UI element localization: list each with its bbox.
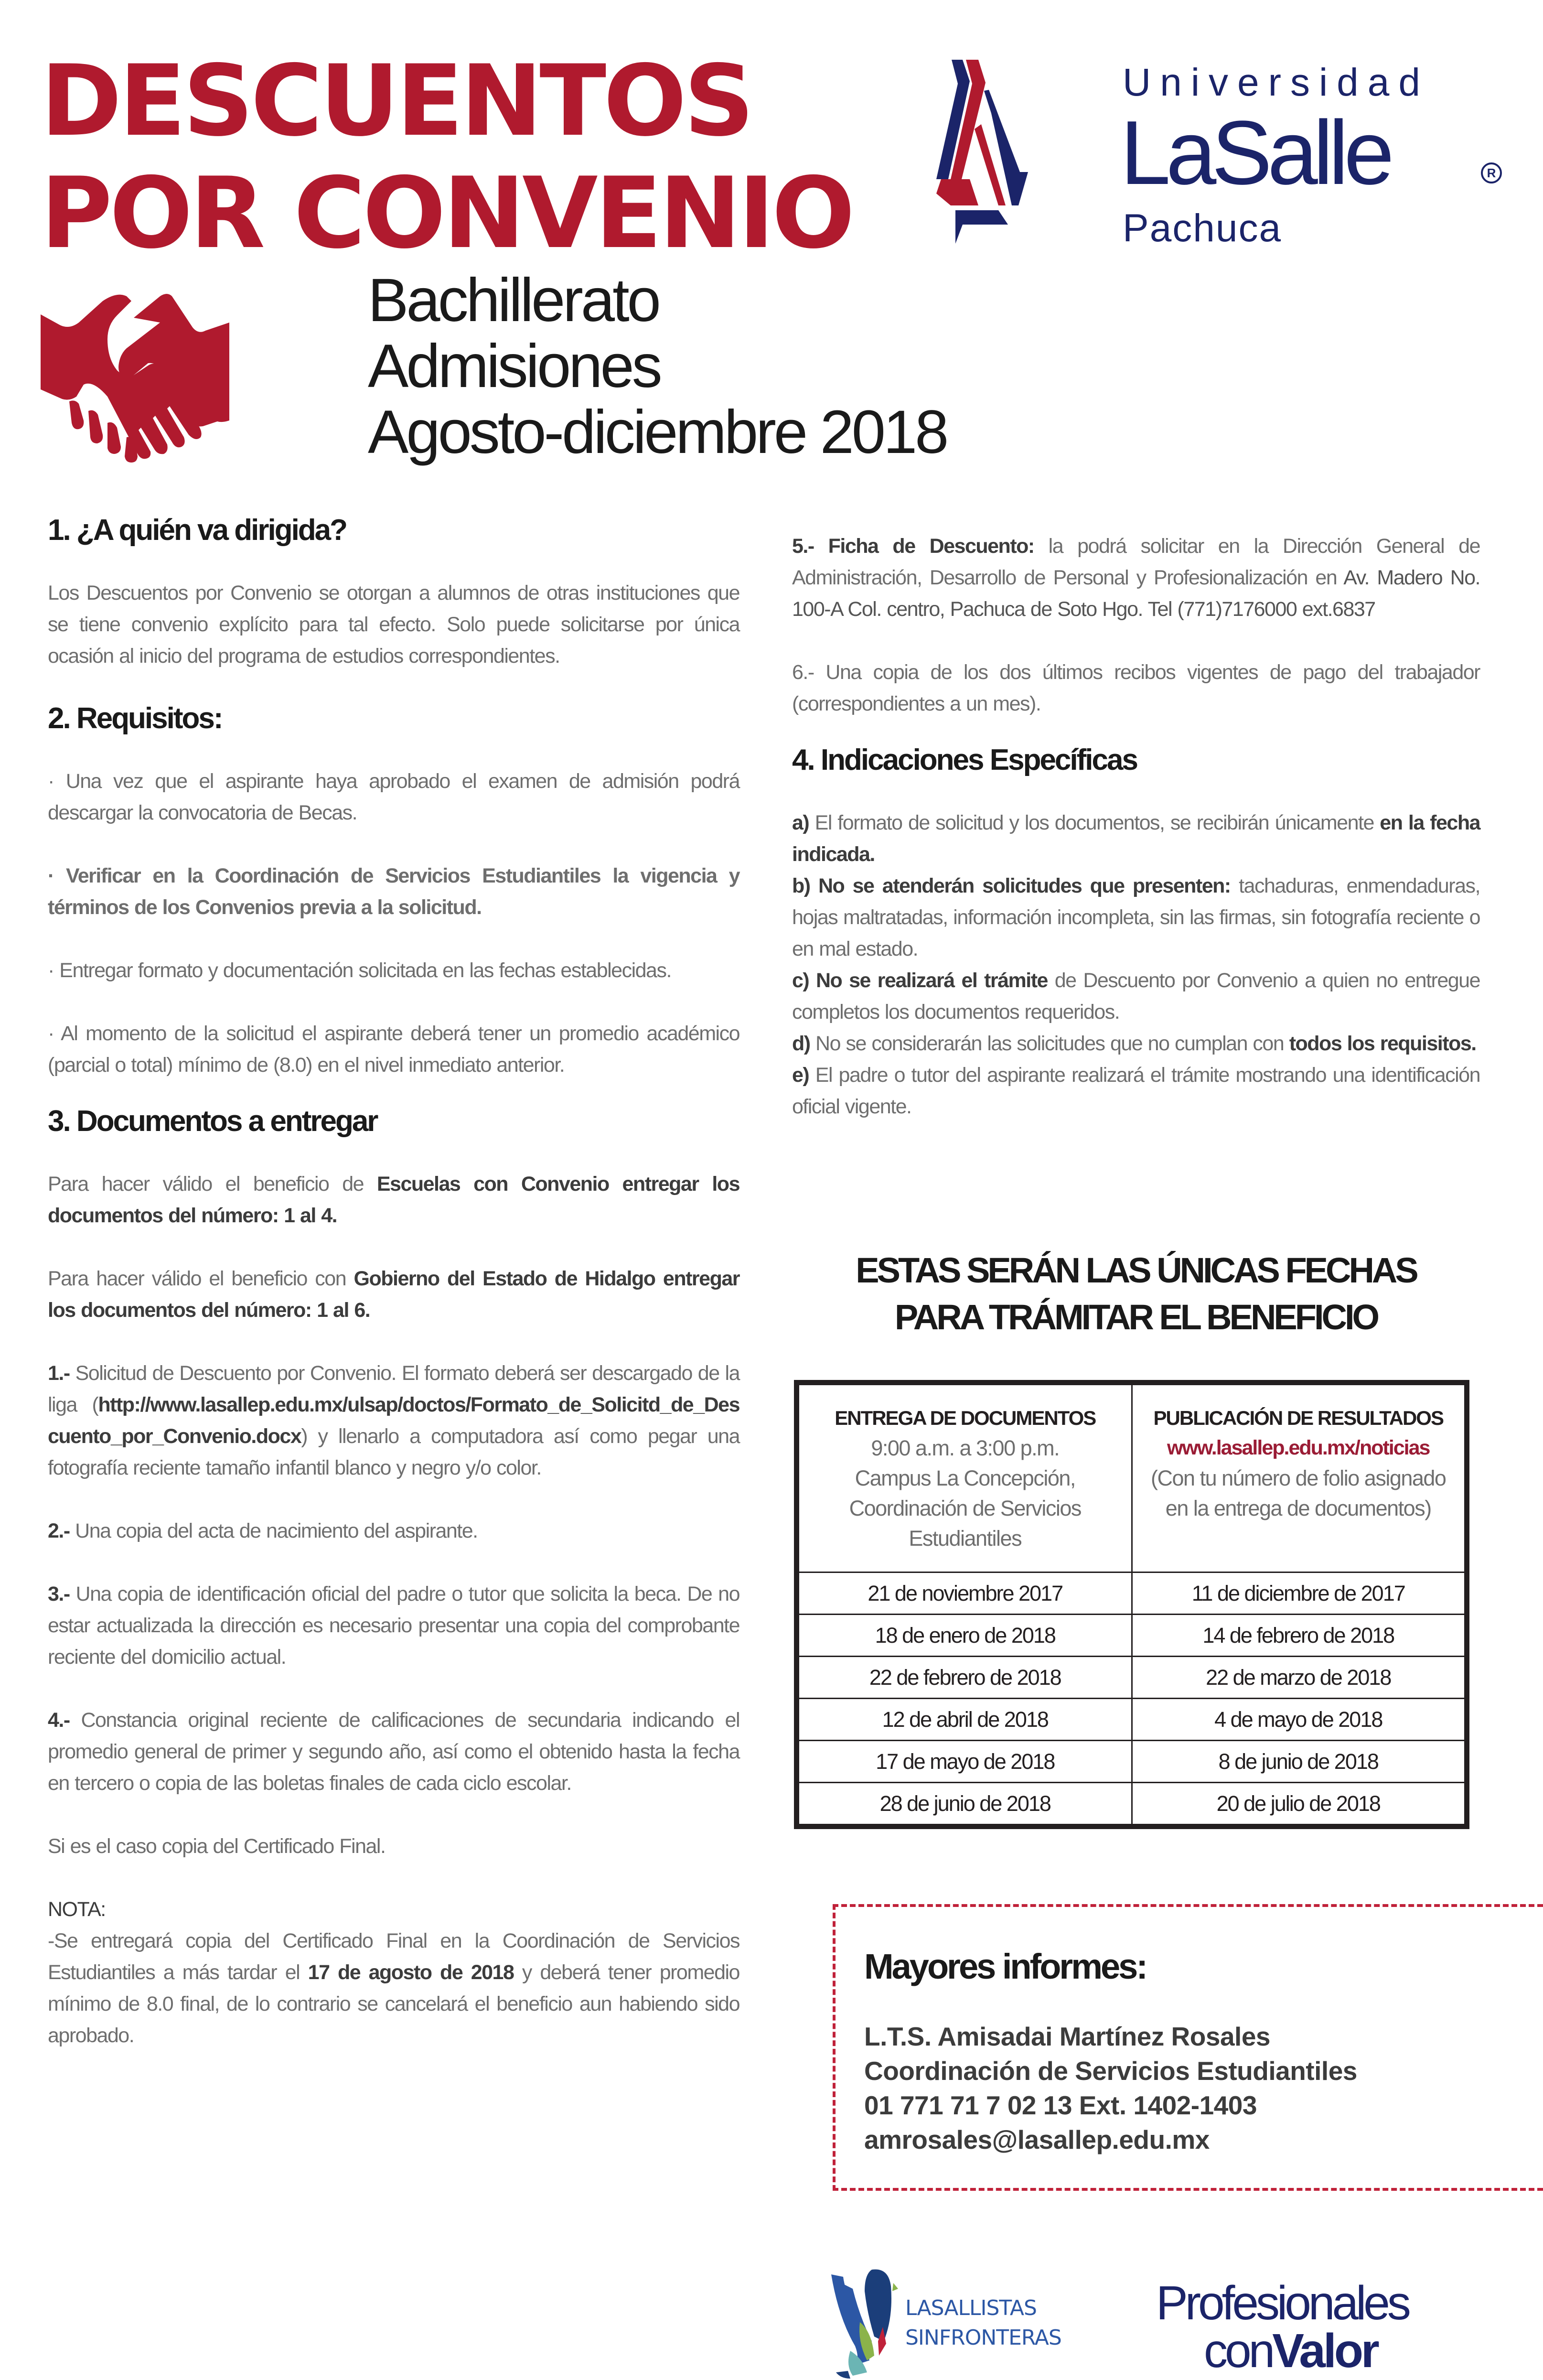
section-4-title: 4. Indicaciones Específicas [792,743,1137,776]
table-row [799,1783,1465,1825]
subtitle-period: Agosto-diciembre 2018 [368,398,947,466]
document-5-label: 5.- Ficha de Descuento: [792,535,1034,558]
document-4-extra: Si es el caso copia del Certificado Final. [48,1835,386,1858]
dates-table [794,1380,1469,1829]
section-2-title: 2. Requisitos: [48,702,222,735]
document-5-text: la podrá solicitar en la Dirección General de Administración, Desarrollo de Personal y Profesionalización en [792,535,1480,589]
section-3-title: 3. Documentos a entregar [48,1105,377,1138]
publicacion-date: 22 de marzo de 2018 [1132,1657,1465,1699]
document-2-number: 2.- [48,1519,70,1542]
entrega-title: ENTREGA DE DOCUMENTOS [835,1407,1096,1429]
table-row [799,1657,1465,1699]
left-column [48,511,739,2051]
indication-d-label: d) [792,1032,810,1055]
document-1-text-end: ) y llenarlo a computadora así como pegar una fotografía reciente tamaño infantil blanco y negro y/o color. [48,1425,739,1479]
document-4 [48,1704,739,1799]
contact-box [833,1904,1543,2191]
handshake-icon [41,291,270,475]
document-3-number: 3.- [48,1583,70,1605]
contact-title: Mayores informes: [864,1947,1146,1986]
section-1-title: 1. ¿A quién va dirigida? [48,514,347,547]
entrega-date: 12 de abril de 2018 [799,1699,1132,1741]
publicacion-date: 11 de diciembre de 2017 [1132,1572,1465,1615]
entrega-date: 17 de mayo de 2018 [799,1741,1132,1783]
main-title [41,44,852,270]
form-download-link[interactable]: http://www.lasallep.edu.mx/ulsap/doctos/Formato_de_Solicitd_de_Descuento_por_Convenio.docx [48,1393,739,1448]
indication-d [792,1028,1480,1059]
dates-banner-line1: ESTAS SERÁN LAS ÚNICAS FECHAS [856,1250,1416,1290]
document-1-number: 1.- [48,1362,70,1385]
note-label [48,1894,739,1925]
profesionales-con-valor-logo [1156,2276,1538,2380]
requirement-4: · Al momento de la solicitud el aspirante deberá tener un promedio académico (parcial o total) mínimo de (8.0) en el nivel inmediato anterior. [48,1022,739,1077]
entrega-campus: Campus La Concepción, [855,1466,1075,1490]
government-label: Para hacer válido el beneficio con [48,1267,354,1290]
slogan-profesionales: Profesionales [1156,2276,1408,2330]
indication-c [792,965,1480,1028]
convenio-schools-note [48,1168,739,1231]
subtitle-program: Bachillerato [368,266,659,334]
contact-department: Coordinación de Servicios Estudiantiles [864,2056,1357,2086]
main-title-line2: POR CONVENIO [41,157,852,270]
publicacion-note: (Con tu número de folio asignado [1151,1466,1446,1490]
document-2-text: Una copia del acta de nacimiento del aspirante. [69,1519,478,1542]
section-1-body: Los Descuentos por Convenio se otorgan a alumnos de otras instituciones que se tiene convenio explícito para tal efecto. Solo puede solicitarse por única ocasión al inicio del programa de estudios correspondientes. [48,582,739,668]
indication-c-emphasis: c) No se realizará el trámite [792,969,1048,992]
dates-banner-line2: PARA TRÁMITAR EL BENEFICIO [894,1297,1378,1337]
registered-mark: R [1481,162,1502,183]
convenio-schools-label: Para hacer válido el beneficio de [48,1173,377,1195]
document-4-text: Constancia original reciente de calificaciones de secundaria indicando el promedio general de primer y segundo año, así como el obtenido hasta la fecha en tercero o copia de las boletas finales de cada ciclo escolar. [48,1709,739,1795]
document-2 [48,1515,739,1547]
publicacion-date: 14 de febrero de 2018 [1132,1615,1465,1657]
document-6: 6.- Una copia de los dos últimos recibos vigentes de pago del trabajador (correspondientes a un mes). [792,661,1480,715]
contact-details [864,2019,1357,2157]
indication-a-label: a) [792,811,809,834]
entrega-date: 21 de noviembre 2017 [799,1572,1132,1615]
logo-text-lasalle: LaSalle [1120,102,1390,204]
document-4-number: 4.- [48,1709,70,1732]
requirement-1: · Una vez que el aspirante haya aprobado el examen de admisión podrá descargar la convocatoria de Becas. [48,770,739,824]
main-title-line1: DESCUENTOS [41,44,752,158]
note-deadline: 17 de agosto de 2018 [308,1961,514,1984]
indication-a-emphasis: en la fecha indicada. [792,811,1480,866]
table-row [799,1615,1465,1657]
publicacion-date: 4 de mayo de 2018 [1132,1699,1465,1741]
entrega-date: 22 de febrero de 2018 [799,1657,1132,1699]
column-header-entrega [799,1385,1132,1572]
publicacion-date: 8 de junio de 2018 [1132,1741,1465,1783]
convenio-schools-docs: Escuelas con Convenio entregar los documentos del número: 1 al 4. [48,1173,739,1227]
publicacion-date: 20 de julio de 2018 [1132,1783,1465,1825]
government-note [48,1263,739,1326]
sin-fronteras-text [905,2294,1061,2353]
indication-a-text: El formato de solicitud y los documentos, se recibirán únicamente [809,811,1380,834]
indication-b-emphasis: b) No se atenderán solicitudes que presenten: [792,874,1231,897]
document-3 [48,1578,739,1673]
indication-b-text: tachaduras, enmendaduras, hojas maltratadas, información incompleta, sin las firmas, sin fotografía reciente o en mal estado. [792,874,1480,960]
indication-e [792,1059,1480,1122]
subtitle-admissions: Admisiones [368,332,660,400]
indication-e-label: e) [792,1064,809,1087]
indication-d-text: No se considerarán las solicitudes que no cumplan con [810,1032,1289,1055]
indication-d-emphasis: todos los requisitos. [1289,1032,1476,1055]
sin-fronteras-line2: SINFRONTERAS [905,2326,1061,2350]
document-3-text: Una copia de identificación oficial del padre o tutor que solicita la beca. De no estar actualizada la dirección es necesario presentar una copia del comprobante reciente del domicilio actual. [48,1583,739,1669]
indication-a [792,807,1480,870]
contact-phone[interactable]: 01 771 71 7 02 13 Ext. 1402-1403 [864,2090,1257,2120]
subtitle [368,268,946,465]
document-1 [48,1357,739,1484]
slogan-valor: Valor [1272,2324,1377,2378]
bird-icon [826,2265,903,2380]
slogan-con: con [1204,2324,1273,2378]
note-label-text: NOTA: [48,1898,106,1921]
sin-fronteras-line1: LASALLISTAS [905,2296,1037,2320]
table-header-row [799,1385,1465,1572]
entrega-date: 28 de junio de 2018 [799,1783,1132,1825]
publicacion-title: PUBLICACIÓN DE RESULTADOS [1153,1407,1443,1429]
results-link[interactable]: www.lasallep.edu.mx/noticias [1167,1436,1430,1459]
entrega-date: 18 de enero de 2018 [799,1615,1132,1657]
note-text-end: y deberá tener promedio mínimo de 8.0 final, de lo contrario se cancelará el beneficio aun habiendo sido aprobado. [48,1961,739,2047]
document-5-address: Av. Madero No. 100-A Col. centro, Pachuca de Soto Hgo. Tel (771)7176000 ext.6837 [792,566,1480,621]
column-header-publicacion [1132,1385,1465,1572]
lasalle-star-icon [936,60,1075,244]
right-column [792,530,1480,1122]
note-text [48,1925,739,2051]
requirement-2: · Verificar en la Coordinación de Servicios Estudiantiles la vigencia y términos de los Convenios previa a la solicitud. [48,864,739,919]
publicacion-note-cont: en la entrega de documentos) [1165,1496,1431,1520]
table-row [799,1699,1465,1741]
logo-text-pachuca: Pachuca [1123,206,1282,250]
dates-banner [792,1247,1480,1341]
table-row [799,1741,1465,1783]
requirement-3: · Entregar formato y documentación solicitada en las fechas establecidas. [48,959,671,982]
logo-text-universidad: Universidad [1123,61,1429,104]
contact-name: L.T.S. Amisadai Martínez Rosales [864,2022,1271,2051]
document-5 [792,530,1480,625]
indication-e-text: El padre o tutor del aspirante realizará el trámite mostrando una identificación oficial vigente. [792,1064,1480,1118]
table-row [799,1572,1465,1615]
government-docs: Gobierno del Estado de Hidalgo entregar los documentos del número: 1 al 6. [48,1267,739,1322]
slogan-bottom [1204,2324,1538,2380]
indication-b [792,870,1480,965]
entrega-office: Coordinación de Servicios [849,1496,1081,1520]
lasallistas-sin-fronteras-logo [826,2265,1113,2380]
entrega-office-cont: Estudiantiles [909,1526,1022,1551]
document-1-text: Solicitud de Descuento por Convenio. El formato deberá ser descargado de la liga ( [48,1362,739,1416]
indication-c-text: de Descuento por Convenio a quien no entregue completos los documentos requeridos. [792,969,1480,1023]
entrega-hours: 9:00 a.m. a 3:00 p.m. [871,1436,1060,1460]
university-logo [936,60,1519,260]
contact-email[interactable]: amrosales@lasallep.edu.mx [864,2125,1210,2154]
note-text-start: -Se entregará copia del Certificado Final en la Coordinación de Servicios Estudiantiles a más tardar el [48,1929,739,1984]
